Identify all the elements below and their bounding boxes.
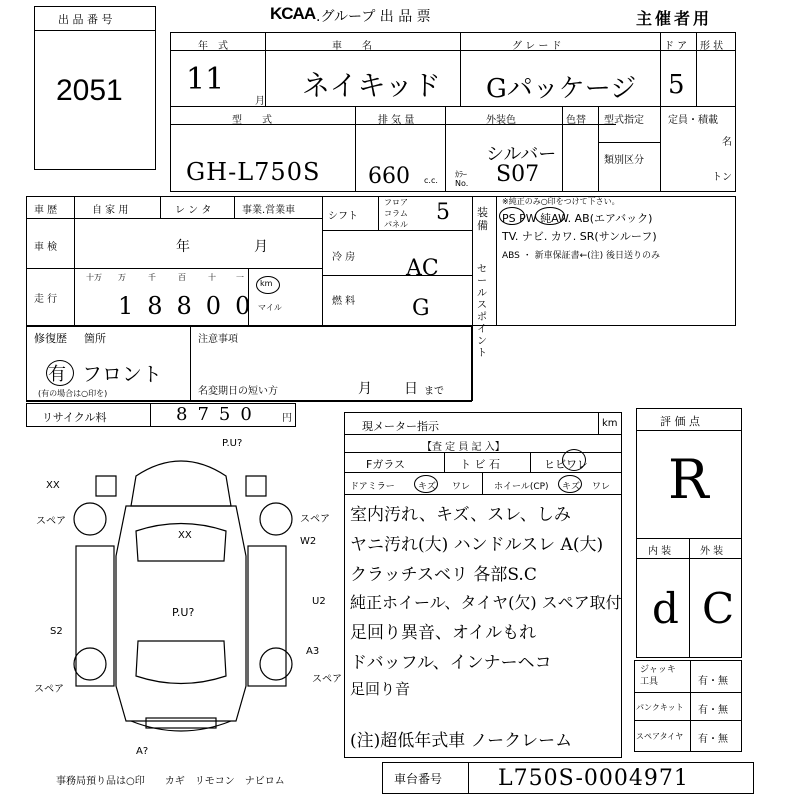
comment-line-1: 室内汚れ、キズ、スレ、しみ [350,505,571,525]
door-value: 5 [668,70,685,100]
car-diagram [36,436,336,766]
year-value: 11 [186,62,225,97]
diagram-mark-1: P.U? [222,438,243,449]
color-number-value: S07 [496,162,540,187]
capacity-unit-persons: 名 [722,137,732,148]
comment-line-6: ドバッフル、インナーヘコ [350,653,552,673]
jack-yes-no: 有・無 [698,676,728,687]
shaken-month: 月 [254,239,268,255]
private-label: 自 家 用 [92,205,129,216]
expiry-label: 名変期日の短い方 [198,386,278,397]
year-label: 年 式 [198,41,228,52]
comment-line-7: 足回り音 [350,680,411,698]
digit-10k: 万 [118,273,126,282]
diagram-mark-3: スペア [36,516,66,527]
recycle-label: リサイクル料 [42,411,107,424]
business-label: 事業.営業車 [242,205,296,216]
name-label: 車 名 [332,41,372,52]
mirror-kizu: キズ [418,482,436,492]
diagram-mark-4: XX [178,530,192,541]
displacement-value: 660 [368,164,410,189]
comment-line-8: (注)超低年式車 ノークレーム [350,731,573,751]
aircon-value: AC [406,256,439,281]
comment-line-2: ヤニ汚れ(大) ハンドルスレ A(大) [350,535,604,555]
diagram-mark-8: スペア [300,514,330,525]
equipment-line-1: PS PW 純AW. AB(エアバック) [502,212,653,225]
office-note: 事務局預り品は○印 カギ リモコン ナビロム [56,776,285,787]
mile-label: マイル [258,303,282,312]
hibi-label: ヒビワレ [544,458,588,471]
history-label: 車 歴 [34,205,58,216]
rating-value: R [668,448,709,511]
equipment-line-3: ABS ・ 新車保証書←(注) 後日送りのみ [502,251,661,261]
capacity-label: 定員・積載 [668,115,718,126]
category-label: 類別区分 [604,155,644,166]
exterior-label: 外 装 [700,546,724,557]
fuel-value: G [412,296,430,321]
rating-label: 評 価 点 [660,415,700,428]
comment-line-4: 純正ホイール、タイヤ(欠) スペア取付 [350,593,622,612]
color-change-label: 色替 [566,115,586,126]
diagram-mark-10: スペア [34,684,64,695]
expiry-suffix: まで [424,386,444,397]
shift-floor: フロア [384,198,408,207]
grade-value: Gパッケージ [486,74,637,104]
digit-100k: 十万 [86,273,102,282]
repair-detail: フロント [82,362,162,386]
diagram-mark-12: P.U? [172,606,195,619]
diagram-mark-9: S2 [50,626,63,637]
comment-line-5: 足回り異音、オイルもれ [350,623,537,643]
diagram-mark-7: A3 [306,646,320,657]
mileage-label: 走 行 [34,294,58,305]
displacement-label: 排 気 量 [378,115,415,126]
tobi-label: ト ビ 石 [460,458,500,471]
form-title: .グループ 出 品 票 [316,9,431,25]
model-label: 型 式 [232,115,272,126]
repair-value: 有 [48,364,66,385]
km-label: km [260,279,273,288]
wheel-label: ホイール(CP) [494,482,549,492]
mileage-value: 18800 [118,292,265,320]
sales-point-label: セールスポイント [477,264,487,359]
rental-label: レ ン タ [175,205,212,216]
spare-label: スペアタイヤ [636,732,684,741]
mirror-ware: ワレ [452,482,471,492]
recycle-value: 8750 [176,404,262,425]
model-designation-label: 型式指定 [604,115,644,126]
comment-line-3: クラッチスベリ 各部S.C [350,565,537,585]
chassis-value: L750S-0004971 [498,766,689,791]
puncture-label: パンクキット [636,703,684,712]
door-label: ド ア [664,41,688,52]
diagram-mark-2: XX [46,480,60,491]
color-label: 外装色 [486,115,516,126]
puncture-yes-no: 有・無 [698,705,728,716]
digit-100: 百 [178,273,186,282]
chassis-label: 車台番号 [394,772,443,786]
digit-1k: 千 [148,273,156,282]
shape-label: 形 状 [700,41,724,52]
host-label: 主催者用 [636,9,713,28]
spare-yes-no: 有・無 [698,734,728,745]
shaken-label: 車 検 [34,242,58,253]
shift-label: シフト [328,211,358,222]
jack-label: ジャッキ工具 [640,665,676,687]
equipment-label: 装備 [477,206,488,232]
diagram-mark-5: W2 [300,536,317,547]
name-value: ネイキッド [302,69,441,102]
aircon-label: 冷 房 [332,252,356,263]
shaken-year: 年 [176,239,190,255]
digit-10: 十 [208,273,216,282]
digit-1: 一 [236,273,244,282]
mirror-label: ドアミラー [350,482,395,492]
interior-value: d [652,584,679,633]
wheel-ware: ワレ [592,482,611,492]
notes-label: 注意事項 [198,334,238,345]
kcaa-logo: KCAA [270,4,316,23]
capacity-unit-tons: トン [712,172,732,183]
wheel-kizu: キズ [562,482,580,492]
lot-number-label: 出 品 番 号 [58,13,113,26]
repair-label: 修復歴 [34,332,67,345]
shift-panel: パネル [384,220,408,229]
diagram-mark-6: U2 [312,596,326,607]
repair-place-label: 箇所 [84,332,106,345]
expiry-day: 日 [404,381,418,397]
year-unit: 月 [255,96,265,107]
exterior-value: C [702,584,735,633]
expiry-month: 月 [358,381,372,397]
equipment-note: ※純正のみ○印をつけて下さい。 [502,197,620,206]
model-value: GH-L750S [186,158,321,186]
repair-note: (有の場合は○印を) [38,389,108,398]
glass-label: Fガラス [366,458,405,471]
grade-label: グ レ ー ド [512,41,562,52]
shift-value: 5 [436,200,450,225]
lot-number: 2051 [56,74,123,107]
interior-label: 内 装 [648,546,672,557]
fuel-label: 燃 料 [332,296,356,307]
recycle-unit: 円 [282,413,292,424]
meter-unit: km [602,418,618,429]
diagram-mark-13: A? [136,746,149,757]
equipment-line-2: TV. ナビ. カワ. SR(サンルーフ) [502,230,657,243]
shift-column: コラム [384,209,408,218]
meter-label: 現メーター指示 [362,420,439,433]
color-number-label: ｶﾗｰ No. [455,170,469,188]
displacement-unit: c.c. [424,176,438,185]
inspector-label: 【査 定 員 記 入】 [422,442,505,453]
diagram-mark-11: スペア [312,674,342,685]
color-value: シルバー [486,144,557,165]
